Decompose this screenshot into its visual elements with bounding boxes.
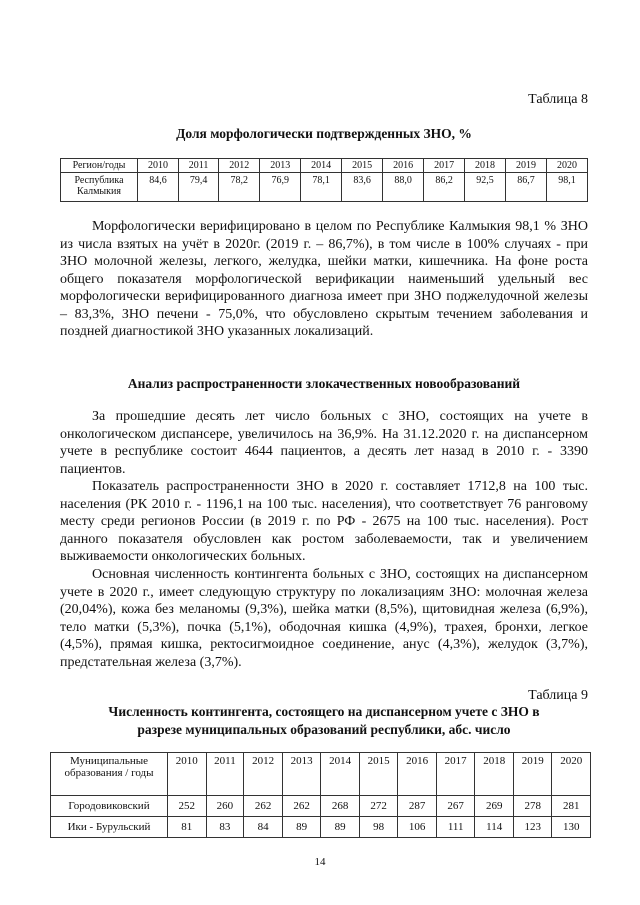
table8-caption: Таблица 8: [528, 92, 588, 107]
page-number: 14: [314, 856, 326, 868]
table9-title-line1: Численность контингента, состоящего на диспансерном учете с ЗНО в: [108, 704, 540, 719]
table8-cell: 92,5: [465, 173, 506, 202]
table9-cell: 262: [244, 796, 283, 817]
table9-header-cell: 2013: [282, 753, 321, 796]
table9-row: [51, 817, 591, 838]
table9-header-cell: 2020: [552, 753, 591, 796]
table8-title: Доля морфологически подтвержденных ЗНО, %: [176, 126, 472, 141]
table8-cell: 83,6: [342, 173, 383, 202]
table9-header-cell: 2018: [475, 753, 514, 796]
table9-cell: 269: [475, 796, 514, 817]
table9-cell: 278: [513, 796, 552, 817]
table9-cell: 287: [398, 796, 437, 817]
table9-header-row: [51, 753, 591, 796]
table8-header-cell: 2020: [546, 159, 587, 173]
table8-cell: 86,7: [506, 173, 547, 202]
table9-cell: 272: [359, 796, 398, 817]
table8-cell: 84,6: [138, 173, 179, 202]
table9-header-cell: 2014: [321, 753, 360, 796]
paragraph-structure: Основная численность контингента больных с ЗНО, состоящих на диспансерном учете в 2020 г., имеет следующую структуру по локализациям ЗНО: молочная железа (20,04%), кожа без меланомы (9,3%), шейка матки (8,5%), щитовидная железа (6,9%), тело матки (5,3%), почка (5,1%), ободочная кишка (4,9%), трахея, бронхи, легкое (4,5%), прямая кишка, ректосигмоидное соединение, анус (4,3%), желудок (3,7%), предстательная железа (3,7%).: [60, 567, 588, 670]
table8-cell: 76,9: [260, 173, 301, 202]
table8-row: [61, 173, 588, 202]
paragraph-registered-count: За прошедшие десять лет число больных с ЗНО, состоящих на учете в онкологическом диспансере, увеличилось на 36,9%. На 31.12.2020 г. на диспансерном учете в республике состоит 4644 пациентов, а десять лет назад в 2010 г. - 3390 пациентов.: [60, 409, 588, 477]
table9-cell: 262: [282, 796, 321, 817]
table8-cell: 88,0: [383, 173, 424, 202]
table9-cell: 130: [552, 817, 591, 838]
table9-cell: 81: [168, 817, 207, 838]
table9-title-line2: разрезе муниципальных образований республики, абс. число: [137, 722, 511, 737]
table9-cell: 106: [398, 817, 437, 838]
table8-header-cell: 2015: [342, 159, 383, 173]
table9-header-cell: 2012: [244, 753, 283, 796]
table9-cell: 267: [436, 796, 475, 817]
table9-cell: 252: [168, 796, 207, 817]
table9-cell: 114: [475, 817, 514, 838]
table9-cell: 98: [359, 817, 398, 838]
table8-header-cell: 2011: [178, 159, 218, 173]
table9: [50, 752, 591, 838]
table9-row-label: Ики - Бурульский: [51, 817, 168, 838]
table8-cell: 86,2: [424, 173, 465, 202]
table9-header-cell: 2016: [398, 753, 437, 796]
section-heading-prevalence: Анализ распространенности злокачественных новообразований: [127, 376, 521, 391]
table9-cell: 111: [436, 817, 475, 838]
table9-row: [51, 796, 591, 817]
paragraph-prevalence-rate: Показатель распространенности ЗНО в 2020 г. составляет 1712,8 на 100 тыс. населения (РК 2010 г. - 1196,1 на 100 тыс. населения), что соответствует 76 ранговому месту среди регионов России (в 2019 г. по РФ - 2675 на 100 тыс. населения). Рост данного показателя обусловлен как ростом заболеваемости, так и увеличением выживаемости онкологических больных.: [60, 479, 588, 564]
table9-header-cell: 2019: [513, 753, 552, 796]
table9-cell: 89: [282, 817, 321, 838]
table9-header-cell: 2010: [168, 753, 207, 796]
table9-cell: 281: [552, 796, 591, 817]
table8-cell: 98,1: [546, 173, 587, 202]
table9-header-cell: Муниципальные образования / годы: [51, 753, 168, 796]
table8-cell: 79,4: [178, 173, 218, 202]
table8: [60, 158, 588, 202]
table8-header-cell: 2014: [301, 159, 342, 173]
table8-header-cell: 2018: [465, 159, 506, 173]
table9-caption: Таблица 9: [528, 688, 588, 703]
table8-cell: 78,1: [301, 173, 342, 202]
table8-header-cell: Регион/годы: [61, 159, 138, 173]
table8-header-row: [61, 159, 588, 173]
table9-cell: 260: [206, 796, 244, 817]
table8-header-cell: 2012: [219, 159, 260, 173]
table9-header-cell: 2017: [436, 753, 475, 796]
table9-cell: 268: [321, 796, 360, 817]
table9-row-label: Городовиковский: [51, 796, 168, 817]
table9-cell: 84: [244, 817, 283, 838]
table8-header-cell: 2010: [138, 159, 179, 173]
table8-header-cell: 2013: [260, 159, 301, 173]
table8-header-cell: 2017: [424, 159, 465, 173]
table9-header-cell: 2015: [359, 753, 398, 796]
table8-row-label: Республика Калмыкия: [61, 173, 138, 202]
table8-cell: 78,2: [219, 173, 260, 202]
table8-header-cell: 2016: [383, 159, 424, 173]
table8-header-cell: 2019: [506, 159, 547, 173]
table9-cell: 89: [321, 817, 360, 838]
table9-header-cell: 2011: [206, 753, 244, 796]
table9-cell: 123: [513, 817, 552, 838]
table9-cell: 83: [206, 817, 244, 838]
paragraph-verification: Морфологически верифицировано в целом по Республике Калмыкия 98,1 % ЗНО из числа взятых на учёт в 2020г. (2019 г. – 86,7%), в том числе в 100% случаях - при ЗНО молочной железы, легкого, желудка, шейки матки, кишечника. На фоне роста общего показателя морфологической верификации наименьший удельный вес морфологически верифицированного диагноза имеет при ЗНО поджелудочной железы – 83,3%, ЗНО печени - 75,0%, что обусловлено скрытым течением заболевания и поздней диагностикой ЗНО указанных локализаций.: [60, 219, 588, 339]
